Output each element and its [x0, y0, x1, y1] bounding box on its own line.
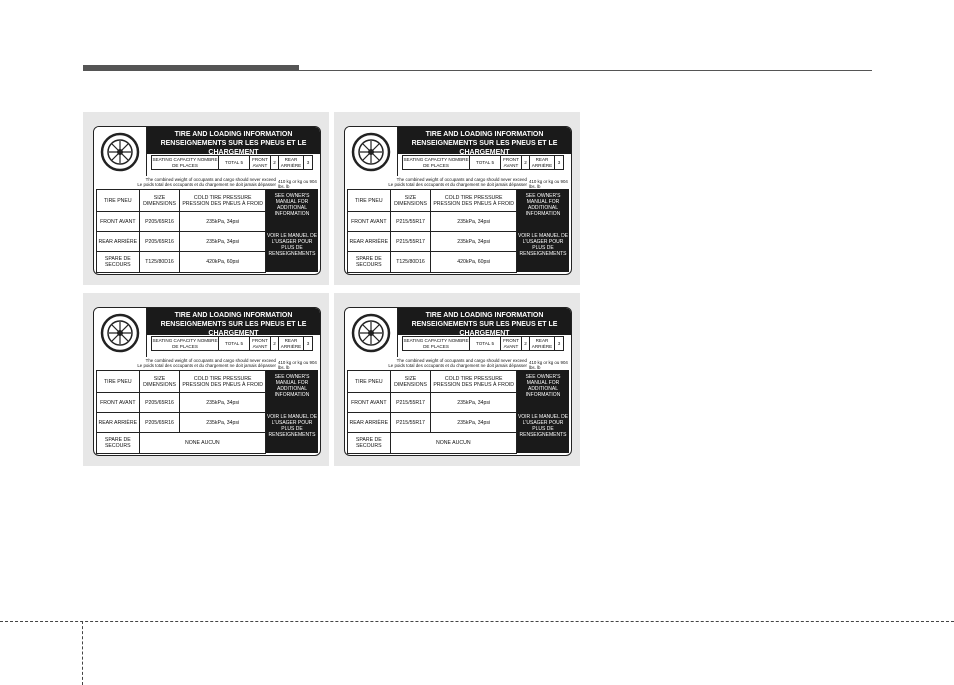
footer-dashed-rule — [0, 621, 954, 622]
title-fr: RENSEIGNEMENTS SUR LES PNEUS ET LE CHARGEMENT — [411, 321, 558, 337]
rear-seats-count: 3 — [554, 155, 564, 170]
weight-en: The combined weight of occupants and cargo should never exceed — [396, 177, 527, 182]
seating-row — [147, 153, 320, 172]
weight-lbs: 904 lbs. lb — [529, 360, 568, 371]
see-manual-fr: VOIR LE MANUEL DE L'USAGER POUR PLUS DE RENSEIGNEMENTS — [517, 414, 569, 438]
tire-icon — [345, 308, 398, 357]
row-spare: SPARE DE SECOURS — [97, 252, 140, 273]
weight-limit — [98, 177, 316, 189]
spare-none: NONE AUCUN — [390, 433, 516, 454]
front-size: P215/55R17 — [390, 393, 431, 413]
tire-table — [96, 370, 316, 453]
weight-limit — [349, 358, 567, 370]
weight-limit — [349, 177, 567, 189]
tire-label — [93, 126, 321, 275]
rear-seats: REAR ARRIÈRE — [529, 155, 555, 170]
front-size: P205/65R16 — [139, 212, 180, 232]
row-rear: REAR ARRIÈRE — [97, 232, 140, 252]
see-manual-box — [266, 370, 318, 453]
footer-dashed-divider — [82, 621, 83, 685]
spare-none: NONE AUCUN — [139, 433, 265, 454]
front-size: P215/55R17 — [390, 212, 431, 232]
front-size: P205/65R16 — [139, 393, 180, 413]
weight-fr: Le poids total des occupants et du chargement ne doit jamais dépasser — [388, 363, 527, 369]
row-spare: SPARE DE SECOURS — [348, 252, 391, 273]
rear-seats: REAR ARRIÈRE — [278, 155, 304, 170]
rear-seats-count: 3 — [303, 155, 313, 170]
see-manual-box — [517, 370, 569, 453]
see-manual-box — [517, 189, 569, 272]
weight-fr: Le poids total des occupants et du chargement ne doit jamais dépasser — [137, 182, 276, 188]
tire-label — [344, 126, 572, 275]
weight-en: The combined weight of occupants and cargo should never exceed — [145, 177, 276, 182]
row-spare: SPARE DE SECOURS — [348, 433, 391, 454]
tire-label — [344, 307, 572, 456]
title-fr: RENSEIGNEMENTS SUR LES PNEUS ET LE CHARGEMENT — [160, 321, 307, 337]
front-pressure: 235kPa, 34psi — [180, 393, 266, 413]
seating-total: TOTAL 5 — [218, 155, 250, 170]
spare-size: T125/80D16 — [390, 252, 431, 273]
title-fr: RENSEIGNEMENTS SUR LES PNEUS ET LE CHARGEMENT — [160, 140, 307, 156]
seating-row — [398, 153, 571, 172]
title-en: TIRE AND LOADING INFORMATION — [425, 131, 544, 138]
front-pressure: 235kPa, 34psi — [431, 393, 517, 413]
front-seats-count: 2 — [270, 336, 279, 351]
row-front: FRONT AVANT — [348, 393, 391, 413]
col-tire: TIRE PNEU — [97, 371, 140, 393]
rear-seats: REAR ARRIÈRE — [278, 336, 304, 351]
tire-label-panel — [83, 293, 329, 466]
seating-total: TOTAL 5 — [469, 336, 501, 351]
weight-limit — [98, 358, 316, 370]
rear-size: P215/55R17 — [390, 232, 431, 252]
seating-capacity: SEATING CAPACITY NOMBRE DE PLACES — [151, 155, 219, 170]
front-seats: FRONT AVANT — [249, 336, 271, 351]
rear-pressure: 235kPa, 34psi — [431, 232, 517, 252]
row-rear: REAR ARRIÈRE — [348, 232, 391, 252]
col-size: SIZE DIMENSIONS — [139, 190, 180, 212]
col-tire: TIRE PNEU — [97, 190, 140, 212]
see-manual-fr: VOIR LE MANUEL DE L'USAGER POUR PLUS DE RENSEIGNEMENTS — [266, 233, 318, 257]
seating-total: TOTAL 5 — [218, 336, 250, 351]
tire-label-panel — [83, 112, 329, 285]
see-manual-fr: VOIR LE MANUEL DE L'USAGER POUR PLUS DE RENSEIGNEMENTS — [266, 414, 318, 438]
col-tire: TIRE PNEU — [348, 190, 391, 212]
seating-total: TOTAL 5 — [469, 155, 501, 170]
front-pressure: 235kPa, 34psi — [180, 212, 266, 232]
front-seats: FRONT AVANT — [500, 336, 522, 351]
weight-lbs: 904 lbs. lb — [529, 179, 568, 190]
col-size: SIZE DIMENSIONS — [139, 371, 180, 393]
rear-seats-count: 3 — [554, 336, 564, 351]
tire-icon — [94, 127, 147, 176]
weight-fr: Le poids total des occupants et du chargement ne doit jamais dépasser — [137, 363, 276, 369]
see-manual-box — [266, 189, 318, 272]
col-size: SIZE DIMENSIONS — [390, 371, 431, 393]
tire-table — [347, 189, 567, 272]
seating-row — [147, 334, 320, 353]
front-seats-count: 2 — [521, 155, 530, 170]
row-front: FRONT AVANT — [348, 212, 391, 232]
col-pressure: COLD TIRE PRESSURE PRESSION DES PNEUS À FROID — [431, 190, 517, 212]
label-title — [147, 127, 320, 154]
tire-label — [93, 307, 321, 456]
col-pressure: COLD TIRE PRESSURE PRESSION DES PNEUS À FROID — [180, 190, 266, 212]
tire-table — [96, 189, 316, 272]
spare-pressure: 420kPa, 60psi — [431, 252, 517, 273]
front-pressure: 235kPa, 34psi — [431, 212, 517, 232]
title-en: TIRE AND LOADING INFORMATION — [425, 312, 544, 319]
tire-label-panel — [334, 112, 580, 285]
row-spare: SPARE DE SECOURS — [97, 433, 140, 454]
weight-fr: Le poids total des occupants et du chargement ne doit jamais dépasser — [388, 182, 527, 188]
weight-lbs: 904 lbs. lb — [278, 179, 317, 190]
see-manual-en: SEE OWNER'S MANUAL FOR ADDITIONAL INFORMATION — [525, 193, 561, 217]
tire-label-panel — [334, 293, 580, 466]
weight-kg: 410 kg or kg ou — [529, 179, 560, 184]
rear-seats-count: 3 — [303, 336, 313, 351]
tire-icon — [94, 308, 147, 357]
tire-table — [347, 370, 567, 453]
rear-size: P205/65R16 — [139, 232, 180, 252]
see-manual-fr: VOIR LE MANUEL DE L'USAGER POUR PLUS DE RENSEIGNEMENTS — [517, 233, 569, 257]
col-size: SIZE DIMENSIONS — [390, 190, 431, 212]
weight-en: The combined weight of occupants and cargo should never exceed — [145, 358, 276, 363]
weight-lbs: 904 lbs. lb — [278, 360, 317, 371]
row-rear: REAR ARRIÈRE — [97, 413, 140, 433]
row-front: FRONT AVANT — [97, 212, 140, 232]
header-rule — [83, 70, 872, 71]
seating-capacity: SEATING CAPACITY NOMBRE DE PLACES — [402, 336, 470, 351]
see-manual-en: SEE OWNER'S MANUAL FOR ADDITIONAL INFORMATION — [274, 193, 310, 217]
row-front: FRONT AVANT — [97, 393, 140, 413]
title-en: TIRE AND LOADING INFORMATION — [174, 131, 293, 138]
spare-size: T125/80D16 — [139, 252, 180, 273]
row-rear: REAR ARRIÈRE — [348, 413, 391, 433]
weight-kg: 410 kg or kg ou — [529, 360, 560, 365]
weight-kg: 410 kg or kg ou — [278, 360, 309, 365]
label-title — [398, 308, 571, 335]
col-tire: TIRE PNEU — [348, 371, 391, 393]
spare-pressure: 420kPa, 60psi — [180, 252, 266, 273]
front-seats-count: 2 — [521, 336, 530, 351]
seating-capacity: SEATING CAPACITY NOMBRE DE PLACES — [151, 336, 219, 351]
front-seats-count: 2 — [270, 155, 279, 170]
col-pressure: COLD TIRE PRESSURE PRESSION DES PNEUS À FROID — [431, 371, 517, 393]
rear-seats: REAR ARRIÈRE — [529, 336, 555, 351]
label-title — [398, 127, 571, 154]
rear-pressure: 235kPa, 34psi — [431, 413, 517, 433]
title-en: TIRE AND LOADING INFORMATION — [174, 312, 293, 319]
title-fr: RENSEIGNEMENTS SUR LES PNEUS ET LE CHARGEMENT — [411, 140, 558, 156]
seating-capacity: SEATING CAPACITY NOMBRE DE PLACES — [402, 155, 470, 170]
seating-row — [398, 334, 571, 353]
front-seats: FRONT AVANT — [249, 155, 271, 170]
col-pressure: COLD TIRE PRESSURE PRESSION DES PNEUS À FROID — [180, 371, 266, 393]
tire-icon — [345, 127, 398, 176]
label-title — [147, 308, 320, 335]
rear-pressure: 235kPa, 34psi — [180, 413, 266, 433]
rear-size: P205/65R16 — [139, 413, 180, 433]
weight-en: The combined weight of occupants and cargo should never exceed — [396, 358, 527, 363]
front-seats: FRONT AVANT — [500, 155, 522, 170]
see-manual-en: SEE OWNER'S MANUAL FOR ADDITIONAL INFORMATION — [525, 374, 561, 398]
rear-pressure: 235kPa, 34psi — [180, 232, 266, 252]
see-manual-en: SEE OWNER'S MANUAL FOR ADDITIONAL INFORMATION — [274, 374, 310, 398]
weight-kg: 410 kg or kg ou — [278, 179, 309, 184]
rear-size: P215/55R17 — [390, 413, 431, 433]
